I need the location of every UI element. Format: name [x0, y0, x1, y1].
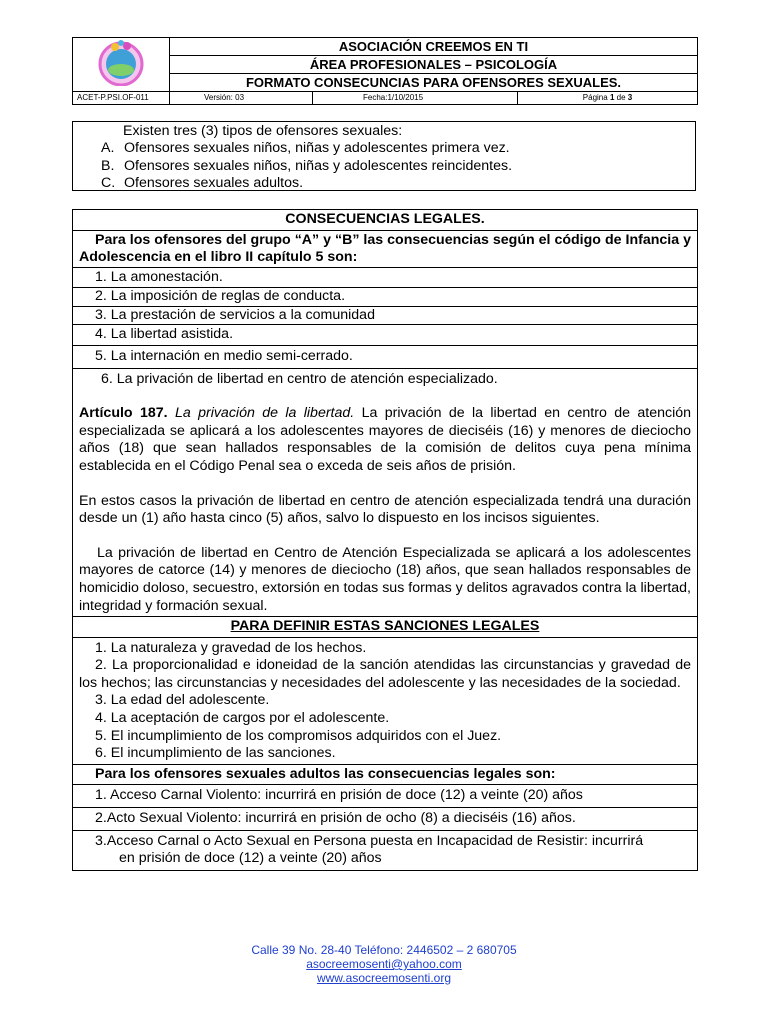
offender-types-box — [72, 121, 696, 191]
type-text: Ofensores sexuales niños, niñas y adolescentes reincidentes. — [124, 157, 513, 174]
version-label: Versión: 03 — [170, 92, 313, 105]
type-item-b — [73, 158, 695, 175]
page-indicator — [518, 92, 698, 105]
type-item-c — [73, 175, 695, 192]
article-187 — [79, 405, 691, 475]
area-name: ÁREA PROFESIONALES – PSICOLOGÍA — [170, 56, 698, 74]
legal-consequences-table — [72, 209, 698, 871]
legal-intro: Para los ofensores del grupo “A” y “B” las consecuencias según el código de Infancia y Adolescencia en el libro II capítulo 5 son: — [73, 230, 698, 267]
article-heading: La privación de la libertad. — [174, 405, 355, 422]
adultos-item-3-line2: en prisión de doce (12) a veinte (20) años — [119, 850, 382, 867]
type-text: Ofensores sexuales niños, niñas y adolescentes primera vez. — [124, 140, 510, 157]
article-paragraph-2: En estos casos la privación de libertad en centro de atención especializada tendrá una duración desde un (1) año hasta cinco (5) años, salvo lo dispuesto en los incisos siguientes. — [79, 492, 691, 527]
document-code: ACET-P.PSI.OF-011 — [73, 92, 170, 105]
document-footer — [0, 943, 768, 985]
type-letter: A. — [101, 140, 115, 157]
legal-item-3: 3. La prestación de servicios a la comunidad — [73, 306, 698, 325]
footer-website-link[interactable]: www.asocreemosenti.org — [316, 971, 452, 985]
legal-item-6: 6. La privación de libertad en centro de atención especializado. — [101, 370, 498, 387]
definir-item-6: 6. El incumplimiento de las sanciones. — [95, 745, 336, 762]
adultos-item-3-line1: 3.Acceso Carnal o Acto Sexual en Persona puesta en Incapacidad de Resistir: incurrirá — [95, 832, 644, 849]
types-intro: Existen tres (3) tipos de ofensores sexuales: — [123, 123, 403, 139]
type-letter: C. — [101, 174, 116, 191]
article-paragraph-3: La privación de libertad en Centro de Atención Especializada se aplicará a los adolescentes mayores de catorce (14) y menores de dieciocho (18) años, que sean hallados responsables de homicidio doloso, secuestro, extorsión en todas sus formas y delitos agravados contra la libertad, integridad y formación sexual. — [79, 544, 691, 614]
section-title-definir: PARA DEFINIR ESTAS SANCIONES LEGALES — [73, 617, 698, 638]
adultos-item-1: 1. Acceso Carnal Violento: incurrirá en prisión de doce (12) a veinte (20) años — [73, 785, 698, 808]
footer-email-link[interactable]: asocreemosenti@yahoo.com — [306, 957, 462, 971]
definir-item-5: 5. El incumplimiento de los compromisos adquiridos con el Juez. — [95, 727, 502, 744]
organization-logo — [93, 38, 149, 86]
page-number: 1 — [609, 93, 615, 102]
definir-item-4: 4. La aceptación de cargos por el adolescente. — [95, 710, 390, 727]
section-title-legal: CONSECUENCIAS LEGALES. — [73, 210, 698, 231]
definir-item-1: 1. La naturaleza y gravedad de los hechos. — [95, 639, 367, 656]
type-letter: B. — [101, 157, 115, 174]
article-text: La privación de la libertad en centro de atención especializada se aplicará a los adolescentes mayores de dieciséis (16) y menores de dieciocho años (18) que sean hallados responsables de la comisión de delitos cuya pena mínima establecida en el Código Penal sea o exceda de seis años de prisión. — [79, 405, 691, 474]
definir-item-2: 2. La proporcionalidad e idoneidad de la sanción atendidas las circunstancias y gravedad de los hechos; las circunstancias y necesidades del adolescente y las necesidades de la sociedad. — [79, 657, 691, 691]
legal-item-1: 1. La amonestación. — [73, 267, 698, 288]
page-prefix: Página — [582, 93, 610, 102]
logo-cell — [73, 38, 170, 92]
type-text: Ofensores sexuales adultos. — [124, 174, 304, 191]
article-block — [73, 368, 698, 617]
org-name: ASOCIACIÓN CREEMOS EN TI — [170, 38, 698, 56]
legal-item-4: 4. La libertad asistida. — [73, 325, 698, 346]
legal-item-5: 5. La internación en medio semi-cerrado. — [73, 345, 698, 368]
page-total: 3 — [627, 93, 633, 102]
format-title: FORMATO CONSECUNCIAS PARA OFENSORES SEXUALES. — [170, 74, 698, 92]
type-item-a — [73, 140, 695, 157]
legal-item-2: 2. La imposición de reglas de conducta. — [73, 288, 698, 307]
adultos-item-3 — [73, 830, 698, 870]
article-label: Artículo 187. — [79, 405, 168, 422]
date-label: Fecha:1/10/2015 — [313, 92, 518, 105]
adultos-intro: Para los ofensores sexuales adultos las consecuencias legales son: — [73, 764, 698, 785]
footer-address: Calle 39 No. 28-40 Teléfono: 2446502 – 2 680705 — [251, 943, 517, 957]
adultos-item-2: 2.Acto Sexual Violento: incurrirá en prisión de ocho (8) a dieciséis (16) años. — [73, 808, 698, 831]
page-of: de — [614, 93, 628, 102]
definir-item-3: 3. La edad del adolescente. — [95, 692, 270, 709]
definir-list — [73, 637, 698, 764]
document-header — [72, 37, 698, 105]
